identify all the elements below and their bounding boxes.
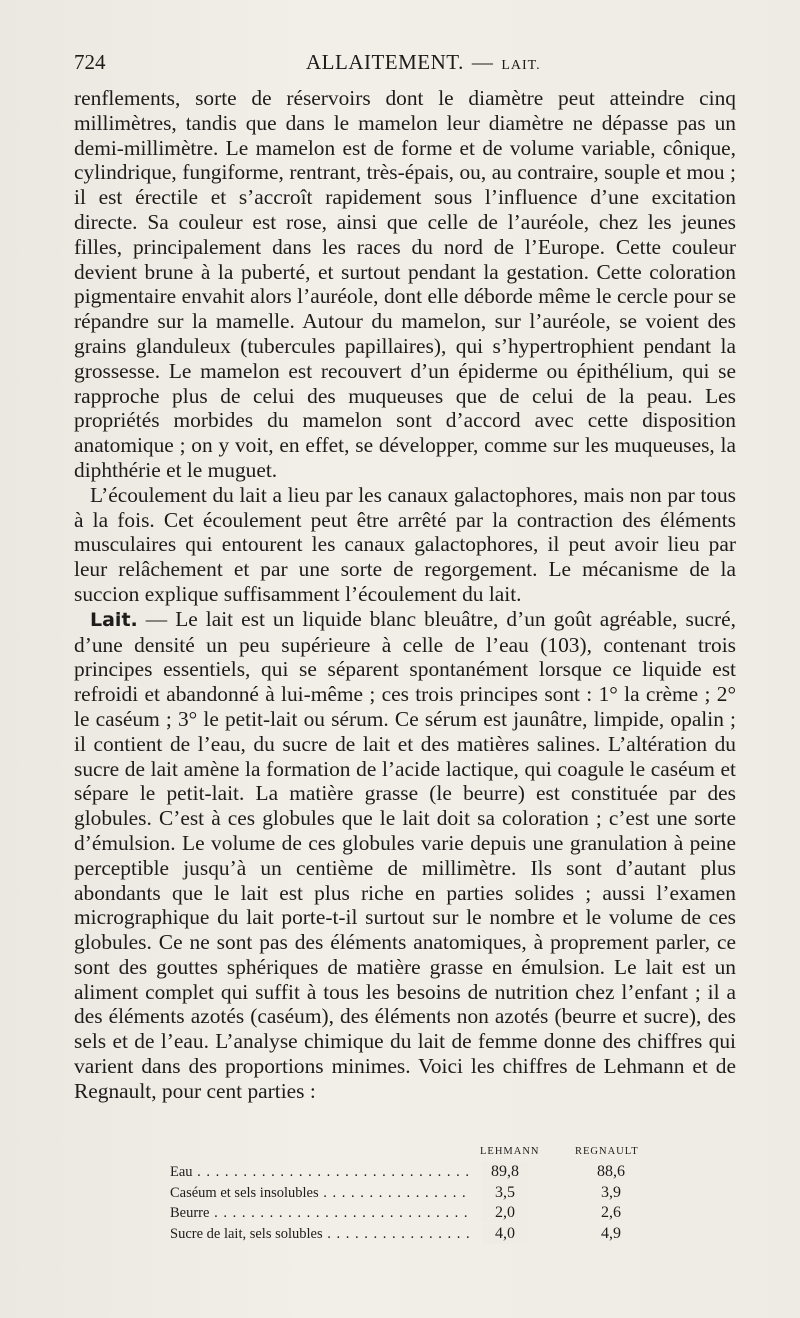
row-label: Beurre . . . (170, 1203, 470, 1223)
lait-heading: Lait. (90, 608, 138, 631)
row-label: Caséum et sels insolubles . . . (170, 1183, 470, 1203)
milk-composition-table (170, 1142, 670, 1244)
column-header-lehmann: LEHMANN (480, 1146, 540, 1157)
running-head (306, 50, 541, 75)
lehmann-value: 3,5 (482, 1183, 528, 1203)
column-header-regnault: REGNAULT (575, 1146, 639, 1157)
paragraph-ecoulement: L’écoulement du lait a lieu par les canaux galactophores, mais non par tous à la fois. Cet écoulement peut être arrêté par la contraction des éléments musculaires qui entourent les canaux galactophores, il peut avoir lieu par leur relâchement et par une sorte de regorgement. Le mécanisme de la succion explique suffisamment l’écoulement du lait. (74, 482, 736, 606)
page-header (74, 50, 734, 80)
running-head-subtitle: LAIT. (501, 58, 541, 73)
lehmann-value: 2,0 (482, 1203, 528, 1223)
row-label: Eau . . . (170, 1162, 470, 1182)
row-label: Sucre de lait, sels solubles . . . (170, 1224, 470, 1244)
table-row (170, 1203, 670, 1224)
table-row (170, 1162, 670, 1183)
lehmann-value: 89,8 (482, 1162, 528, 1182)
paragraph-mamelon: renflements, sorte de réservoirs dont le diamètre peut atteindre cinq millimètres, tandis que dans le mamelon leur diamètre ne dépasse pas un demi-millimètre. Le mamelon est de forme et de volume variable, cônique, cylindrique, fungiforme, rentrant, très-épais, ou, au contraire, souple et mou ; il est érectile et s’accroît rapidement sous l’influence d’une excitation directe. Sa couleur est rose, ainsi que celle de l’auréole, chez les jeunes filles, principalement dans les races du nord de l’Europe. Cette couleur devient brune à la puberté, et surtout pendant la gestation. Cette coloration pigmentaire envahit alors l’auréole, dont elle déborde même le cercle pour se répandre sur la mamelle. Autour du mamelon, sur l’auréole, se voient des grains glanduleux (tubercules papillaires), qui s’hypertrophient pendant la grossesse. Le mamelon est recouvert d’un épiderme ou épithélium, qui se rapproche plus de celui des muqueuses que de celui de la peau. Les propriétés morbides du mamelon sont d’accord avec cette disposition anatomique ; on y voit, en effet, se développer, comme sur les muqueuses, la diphthérie et le muguet. (74, 86, 736, 482)
table-row (170, 1183, 670, 1204)
lait-text: — Le lait est un liquide blanc bleuâtre, d’un goût agréable, sucré, d’une densité un peu supérieure à celle de l’eau (103), contenant trois principes essentiels, qui se séparent spontanément lorsque ce liquide est refroidi et abandonné à lui-même ; ces trois principes sont : 1° la crème ; 2° le caséum ; 3° le petit-lait ou sérum. Ce sérum est jaunâtre, limpide, opalin ; il contient de l’eau, du sucre de lait et des matières salines. L’altération du sucre de lait amène la formation de l’acide lactique, qui coagule le caséum et sépare le petit-lait. La matière grasse (le beurre) est constituée par des globules. C’est à ces globules que le lait doit sa coloration ; c’est une sorte d’émulsion. Le volume de ces globules varie depuis une granulation à peine perceptible jusqu’à un centième de millimètre. Ils sont d’autant plus abondants que le lait est plus riche en parties solides ; aussi l’examen micrographique du lait porte-t-il surtout sur le nombre et le volume de ces globules. Ce ne sont pas des éléments anatomiques, à proprement parler, ce sont des gouttes sphériques de matière grasse en émulsion. Le lait est un aliment complet qui suffit à tous les besoins de nutrition chez l’enfant ; il a des éléments azotés (caséum), des éléments non azotés (beurre et sucre), des sels et de l’eau. L’analyse chimique du lait de femme donne des chiffres qui varient dans des proportions minimes. Voici les chiffres de Lehmann et de Regnault, pour cent parties : (74, 606, 736, 1103)
table-row (170, 1224, 670, 1245)
regnault-value: 4,9 (601, 1224, 621, 1242)
regnault-value: 3,9 (601, 1183, 621, 1201)
running-head-dash: — (471, 50, 494, 74)
body-text (74, 86, 736, 1104)
running-head-title: ALLAITEMENT. (306, 50, 464, 74)
regnault-value: 2,6 (601, 1204, 621, 1221)
lehmann-value: 4,0 (482, 1224, 528, 1244)
table-header (170, 1142, 670, 1162)
regnault-value: 88,6 (597, 1163, 625, 1180)
page-number: 724 (74, 50, 106, 74)
paragraph-lait (74, 607, 736, 1104)
